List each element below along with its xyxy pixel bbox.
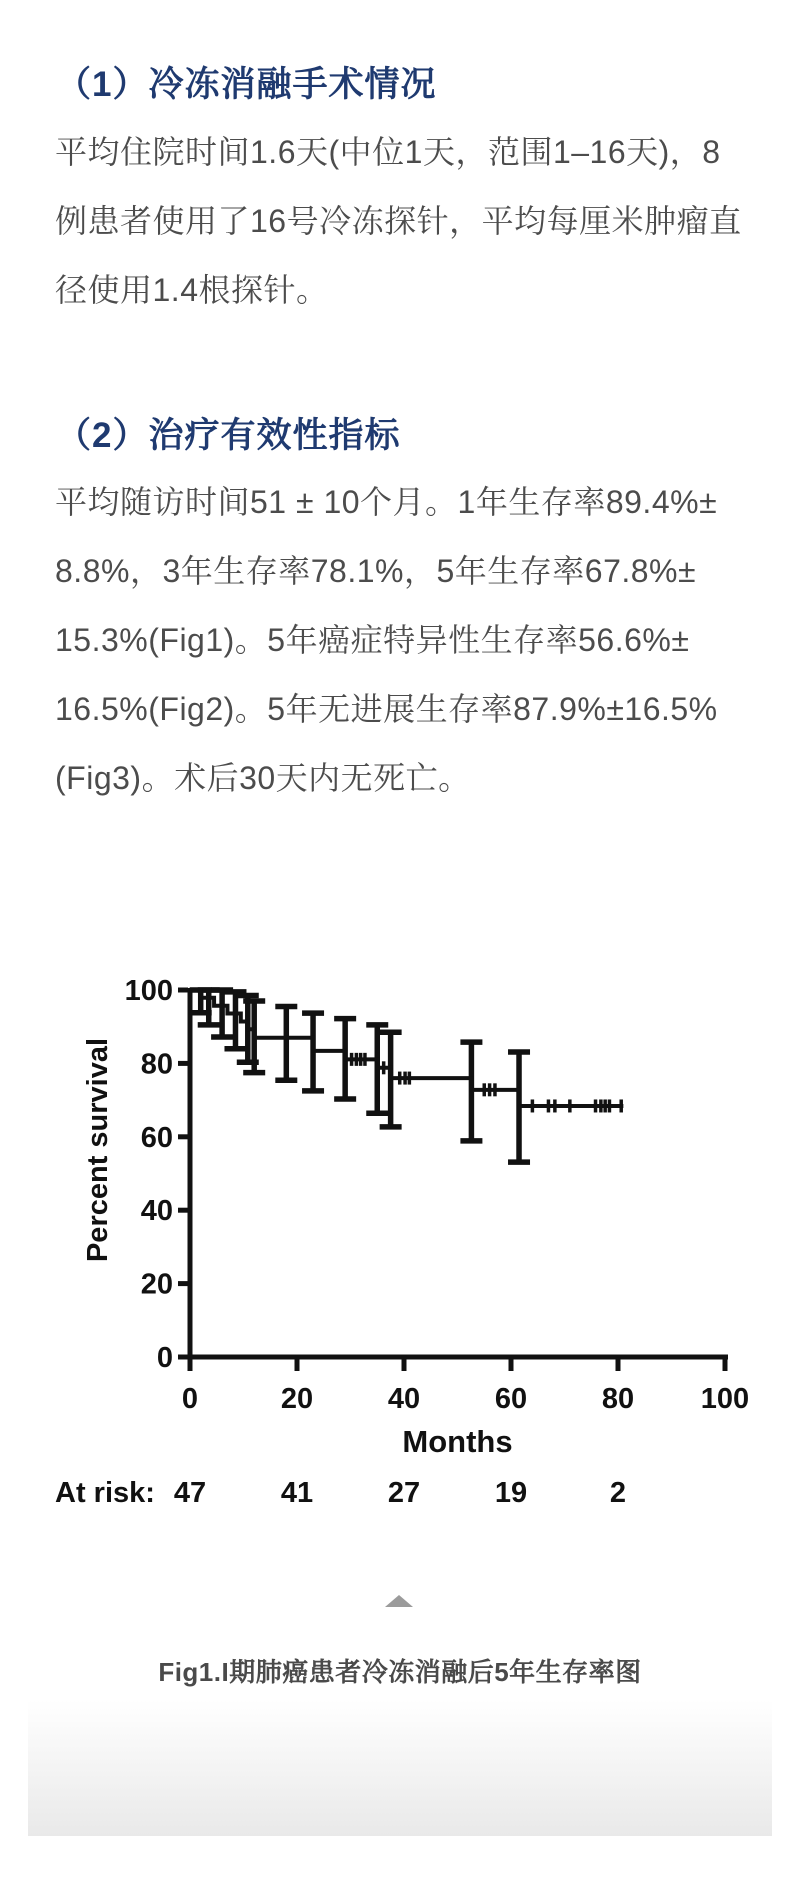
svg-text:100: 100 [700, 1383, 750, 1415]
svg-text:40: 40 [387, 1383, 421, 1415]
svg-text:2: 2 [609, 1477, 627, 1509]
section-1-body: 平均住院时间1.6天(中位1天，范围1–16天)，8 例患者使用了16号冷冻探针，平均每厘米肿瘤直 径使用1.4根探针。 [55, 134, 742, 308]
svg-text:100: 100 [124, 975, 173, 1007]
svg-text:0: 0 [181, 1383, 199, 1415]
svg-text:80: 80 [601, 1383, 635, 1415]
bottom-gradient-panel [28, 1700, 772, 1836]
svg-text:At risk:: At risk: [55, 1477, 155, 1509]
x-axis-ticks [182, 1357, 749, 1415]
section-1-heading: （1）冷冻消融手术情况 [56, 65, 437, 104]
svg-text:60: 60 [140, 1121, 173, 1154]
svg-text:27: 27 [387, 1477, 421, 1509]
svg-text:Percent survival: Percent survival [82, 1037, 114, 1263]
svg-text:40: 40 [140, 1195, 173, 1228]
svg-text:Months: Months [402, 1424, 513, 1459]
figure-caption: Fig1.I期肺癌患者冷冻消融后5年生存率图 [158, 1657, 642, 1687]
svg-text:20: 20 [140, 1268, 173, 1301]
at-risk-row [55, 1477, 626, 1509]
chart-axes [187, 988, 728, 1360]
collapse-triangle-icon[interactable] [385, 1595, 413, 1607]
svg-text:41: 41 [280, 1477, 314, 1509]
svg-text:20: 20 [280, 1383, 314, 1415]
svg-text:19: 19 [494, 1477, 528, 1509]
svg-text:0: 0 [156, 1342, 173, 1374]
svg-text:80: 80 [140, 1048, 173, 1081]
y-axis-ticks [125, 975, 188, 1374]
section-2-heading: （2）治疗有效性指标 [56, 416, 401, 455]
section-2-body: 平均随访时间51 ± 10个月。1年生存率89.4%± 8.8%，3年生存率78.1%，5年生存率67.8%± 15.3%(Fig1)。5年癌症特异性生存率56.6%± 16.5%(Fig2)。5年无进展生存率87.9%±16.5% (Fig3)。术后30天内无死亡。 [55, 484, 718, 796]
svg-text:47: 47 [173, 1477, 207, 1509]
svg-text:60: 60 [494, 1383, 528, 1415]
